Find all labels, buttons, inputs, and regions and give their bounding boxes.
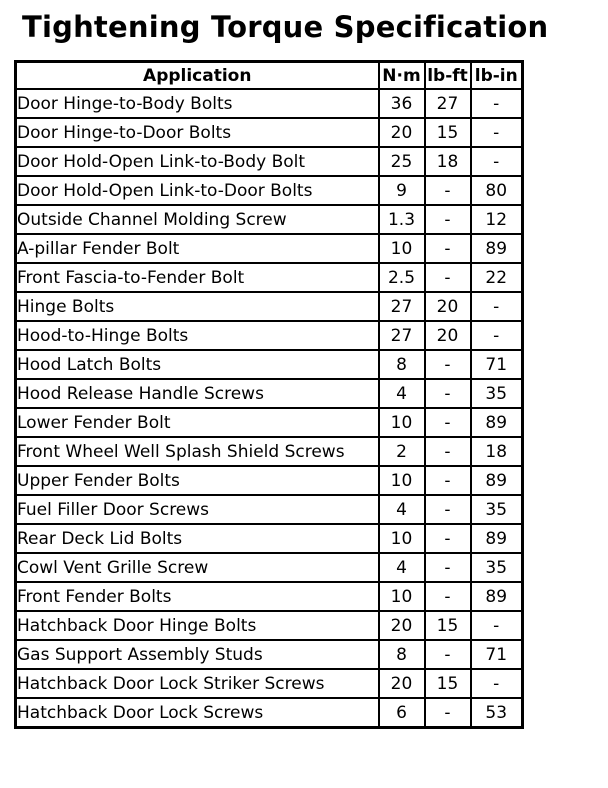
- cell-application: Hood Latch Bolts: [16, 350, 379, 379]
- cell-lbft: -: [425, 205, 471, 234]
- cell-application: Hatchback Door Hinge Bolts: [16, 611, 379, 640]
- cell-lbft: 15: [425, 118, 471, 147]
- cell-nm: 9: [379, 176, 425, 205]
- cell-lbin: -: [471, 321, 523, 350]
- table-row: [16, 611, 523, 640]
- cell-application: Door Hinge-to-Body Bolts: [16, 89, 379, 118]
- table-row: [16, 640, 523, 669]
- cell-application: Hood-to-Hinge Bolts: [16, 321, 379, 350]
- cell-nm: 25: [379, 147, 425, 176]
- cell-lbin: 89: [471, 408, 523, 437]
- cell-lbin: 18: [471, 437, 523, 466]
- cell-nm: 20: [379, 118, 425, 147]
- cell-lbft: -: [425, 263, 471, 292]
- table-row: [16, 205, 523, 234]
- cell-nm: 20: [379, 611, 425, 640]
- cell-application: Door Hinge-to-Door Bolts: [16, 118, 379, 147]
- table-row: [16, 118, 523, 147]
- cell-application: Outside Channel Molding Screw: [16, 205, 379, 234]
- cell-lbin: 12: [471, 205, 523, 234]
- table-row: [16, 582, 523, 611]
- cell-lbin: 71: [471, 640, 523, 669]
- cell-application: Gas Support Assembly Studs: [16, 640, 379, 669]
- table-row: [16, 466, 523, 495]
- header-nm: N·m: [379, 62, 425, 90]
- cell-application: Hinge Bolts: [16, 292, 379, 321]
- cell-lbft: -: [425, 553, 471, 582]
- cell-lbin: 35: [471, 553, 523, 582]
- cell-nm: 6: [379, 698, 425, 728]
- table-row: [16, 292, 523, 321]
- cell-nm: 10: [379, 408, 425, 437]
- cell-application: Hatchback Door Lock Striker Screws: [16, 669, 379, 698]
- table-row: [16, 669, 523, 698]
- header-lbin: lb-in: [471, 62, 523, 90]
- cell-lbin: 89: [471, 466, 523, 495]
- cell-lbft: -: [425, 408, 471, 437]
- cell-application: Hatchback Door Lock Screws: [16, 698, 379, 728]
- header-lbft: lb-ft: [425, 62, 471, 90]
- cell-application: Front Wheel Well Splash Shield Screws: [16, 437, 379, 466]
- table-row: [16, 350, 523, 379]
- cell-lbft: -: [425, 640, 471, 669]
- cell-lbin: 35: [471, 379, 523, 408]
- cell-nm: 2: [379, 437, 425, 466]
- cell-lbin: -: [471, 89, 523, 118]
- cell-lbin: -: [471, 118, 523, 147]
- table-row: [16, 234, 523, 263]
- cell-nm: 27: [379, 292, 425, 321]
- cell-nm: 27: [379, 321, 425, 350]
- cell-lbft: -: [425, 582, 471, 611]
- cell-nm: 10: [379, 466, 425, 495]
- cell-nm: 2.5: [379, 263, 425, 292]
- cell-lbft: -: [425, 698, 471, 728]
- table-row: [16, 321, 523, 350]
- cell-lbft: -: [425, 466, 471, 495]
- cell-application: Cowl Vent Grille Screw: [16, 553, 379, 582]
- cell-nm: 8: [379, 350, 425, 379]
- cell-application: Door Hold-Open Link-to-Door Bolts: [16, 176, 379, 205]
- cell-lbft: -: [425, 379, 471, 408]
- table-row: [16, 553, 523, 582]
- table-row: [16, 176, 523, 205]
- cell-lbin: -: [471, 669, 523, 698]
- table-row: [16, 263, 523, 292]
- cell-lbin: -: [471, 147, 523, 176]
- cell-lbft: -: [425, 234, 471, 263]
- header-application: Application: [16, 62, 379, 90]
- cell-application: Lower Fender Bolt: [16, 408, 379, 437]
- cell-application: Door Hold-Open Link-to-Body Bolt: [16, 147, 379, 176]
- cell-nm: 10: [379, 524, 425, 553]
- table-row: [16, 379, 523, 408]
- cell-lbft: 20: [425, 321, 471, 350]
- cell-lbin: 22: [471, 263, 523, 292]
- cell-nm: 1.3: [379, 205, 425, 234]
- cell-lbft: 20: [425, 292, 471, 321]
- cell-application: Front Fender Bolts: [16, 582, 379, 611]
- table-row: [16, 698, 523, 728]
- cell-nm: 4: [379, 495, 425, 524]
- cell-lbin: 89: [471, 582, 523, 611]
- cell-application: Front Fascia-to-Fender Bolt: [16, 263, 379, 292]
- cell-lbft: -: [425, 495, 471, 524]
- page-title: Tightening Torque Specification: [22, 10, 549, 44]
- cell-application: Hood Release Handle Screws: [16, 379, 379, 408]
- cell-lbin: 89: [471, 234, 523, 263]
- cell-lbft: -: [425, 176, 471, 205]
- cell-lbin: 71: [471, 350, 523, 379]
- table-row: [16, 89, 523, 118]
- table-row: [16, 495, 523, 524]
- cell-lbft: -: [425, 524, 471, 553]
- cell-lbin: 35: [471, 495, 523, 524]
- cell-lbft: -: [425, 437, 471, 466]
- cell-nm: 4: [379, 379, 425, 408]
- cell-nm: 10: [379, 234, 425, 263]
- cell-lbft: 18: [425, 147, 471, 176]
- cell-lbft: 27: [425, 89, 471, 118]
- cell-lbin: 53: [471, 698, 523, 728]
- cell-lbin: 80: [471, 176, 523, 205]
- cell-nm: 8: [379, 640, 425, 669]
- cell-lbft: 15: [425, 669, 471, 698]
- cell-nm: 36: [379, 89, 425, 118]
- cell-nm: 4: [379, 553, 425, 582]
- cell-application: Upper Fender Bolts: [16, 466, 379, 495]
- cell-lbin: -: [471, 292, 523, 321]
- cell-lbft: -: [425, 350, 471, 379]
- cell-nm: 20: [379, 669, 425, 698]
- table-row: [16, 147, 523, 176]
- cell-lbft: 15: [425, 611, 471, 640]
- torque-spec-table: [14, 60, 524, 729]
- header-row: [16, 62, 523, 90]
- cell-application: A-pillar Fender Bolt: [16, 234, 379, 263]
- table-row: [16, 408, 523, 437]
- table-row: [16, 437, 523, 466]
- cell-nm: 10: [379, 582, 425, 611]
- cell-application: Rear Deck Lid Bolts: [16, 524, 379, 553]
- table-row: [16, 524, 523, 553]
- cell-lbin: -: [471, 611, 523, 640]
- cell-application: Fuel Filler Door Screws: [16, 495, 379, 524]
- cell-lbin: 89: [471, 524, 523, 553]
